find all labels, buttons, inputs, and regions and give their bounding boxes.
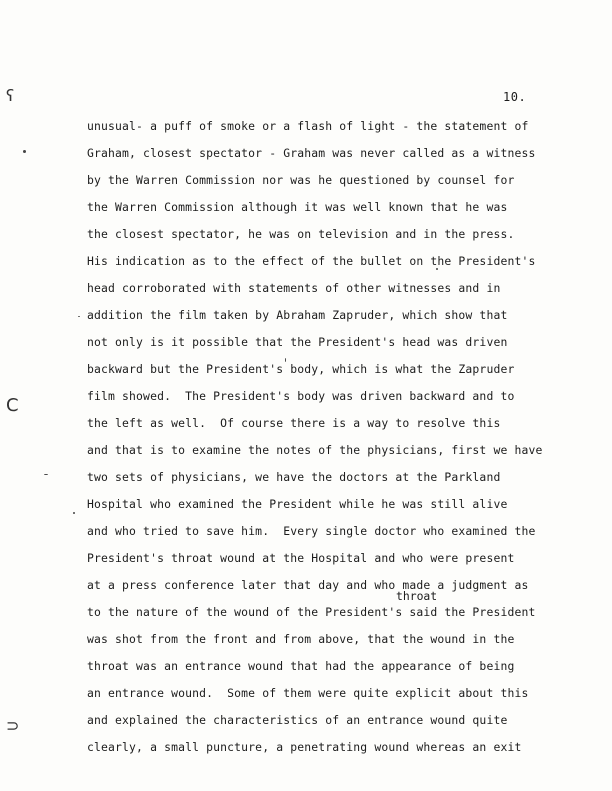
hole-punch-mark-middle: C <box>6 395 19 416</box>
text-line: was shot from the front and from above, that the wound in the <box>87 632 515 646</box>
text-line: addition the film taken by Abraham Zapruder, which show that <box>87 308 508 322</box>
page-number: 10. <box>503 90 527 104</box>
text-line: and that is to examine the notes of the physicians, first we have <box>87 443 543 457</box>
scan-speck <box>23 150 26 153</box>
text-line: film showed. The President's body was driven backward and to <box>87 389 515 403</box>
scan-speck <box>44 474 48 475</box>
hole-punch-mark-top: ʕ <box>6 86 15 105</box>
text-line: President's throat wound at the Hospital and who were present <box>87 551 515 565</box>
text-line: not only is it possible that the President's head was driven <box>87 335 508 349</box>
text-line: unusual- a puff of smoke or a flash of light - the statement of <box>87 119 529 133</box>
text-line: the left as well. Of course there is a way to resolve this <box>87 416 501 430</box>
text-line: and explained the characteristics of an entrance wound quite <box>87 713 508 727</box>
text-line: clearly, a small puncture, a penetrating wound whereas an exit <box>87 740 522 754</box>
text-line: head corroborated with statements of other witnesses and in <box>87 281 501 295</box>
text-line: His indication as to the effect of the bullet on the President's <box>87 254 536 268</box>
text-line: Hospital who examined the President while he was still alive <box>87 497 508 511</box>
typewritten-body-text <box>87 117 557 765</box>
text-line: Graham, closest spectator - Graham was never called as a witness <box>87 146 536 160</box>
text-line: by the Warren Commission nor was he questioned by counsel for <box>87 173 515 187</box>
hole-punch-mark-bottom: ⊃ <box>6 716 20 735</box>
text-line: to the nature of the wound of the President's said the President <box>87 605 536 619</box>
interlinear-insertion: throat <box>396 589 438 603</box>
scan-speck <box>73 512 75 514</box>
text-line: at a press conference later that day and who made a judgment as <box>87 578 529 592</box>
text-line: the closest spectator, he was on television and in the press. <box>87 227 515 241</box>
text-line: and who tried to save him. Every single doctor who examined the <box>87 524 536 538</box>
scan-speck <box>78 316 80 317</box>
text-line: throat was an entrance wound that had the appearance of being <box>87 659 515 673</box>
text-line: backward but the President's body, which is what the Zapruder <box>87 362 515 376</box>
text-line: the Warren Commission although it was well known that he was <box>87 200 508 214</box>
text-line: an entrance wound. Some of them were quite explicit about this <box>87 686 529 700</box>
text-line: two sets of physicians, we have the doctors at the Parkland <box>87 470 501 484</box>
